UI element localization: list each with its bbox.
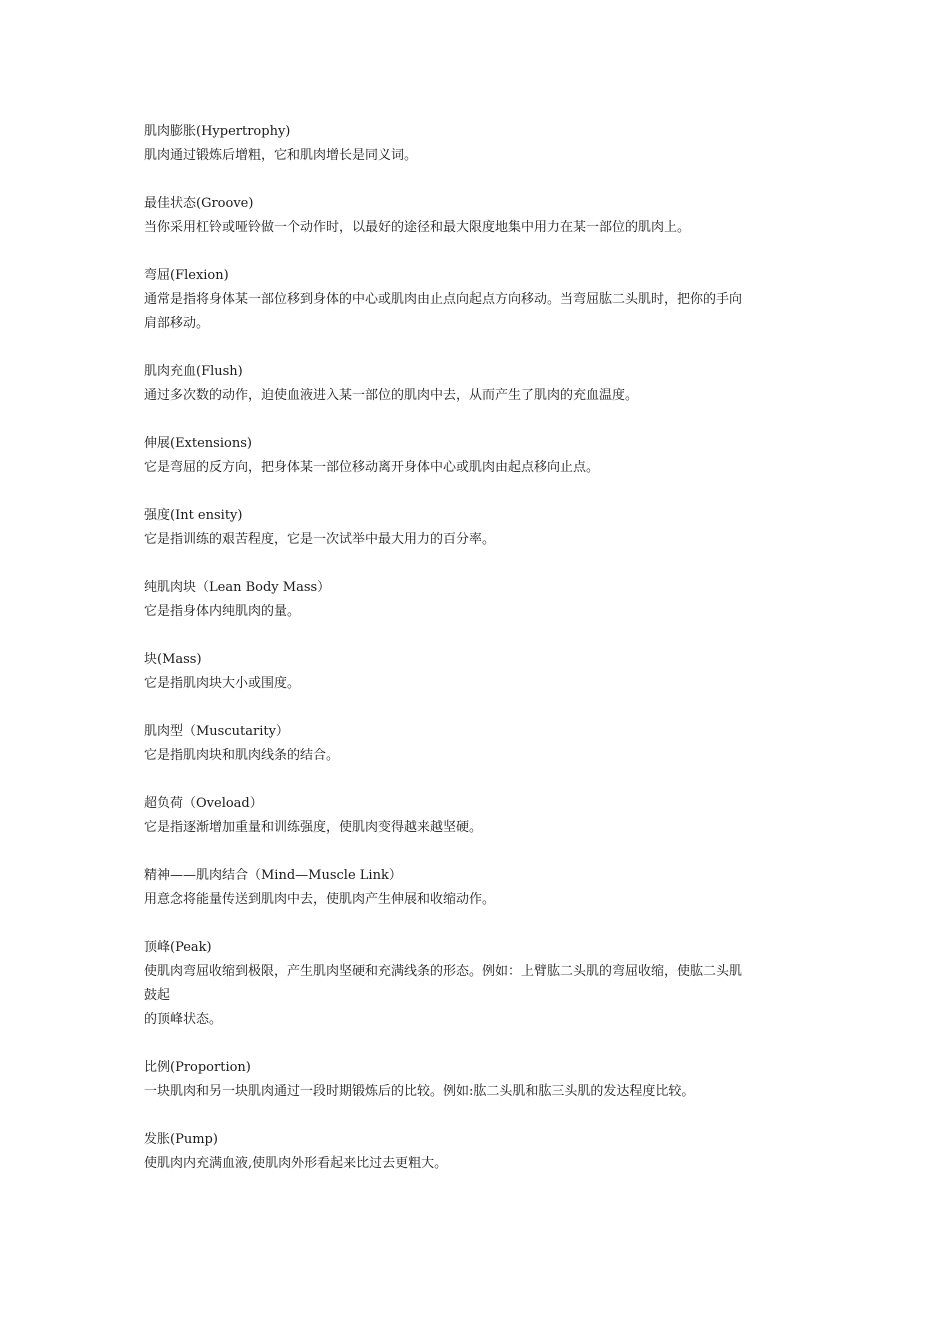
entry-term: 肌肉膨胀(Hypertrophy) [144, 124, 291, 139]
glossary-entry [144, 936, 814, 1032]
glossary-entry [144, 792, 814, 840]
entry-definition: 当你采用杠铃或哑铃做一个动作时，以最好的途径和最大限度地集中用力在某一部位的肌肉上。 [144, 220, 691, 235]
glossary-entry [144, 1128, 814, 1176]
glossary-page [144, 120, 814, 1200]
glossary-entry [144, 576, 814, 624]
entry-definition-continued: 的顶峰状态。 [144, 1012, 223, 1027]
glossary-entry [144, 648, 814, 696]
entry-term: 强度(Int ensity) [144, 508, 243, 523]
glossary-entry [144, 360, 814, 408]
entry-definition: 一块肌肉和另一块肌肉通过一段时期锻炼后的比较。例如:肱二头肌和肱三头肌的发达程度比较。 [144, 1084, 695, 1099]
glossary-entry [144, 432, 814, 480]
entry-definition: 用意念将能量传送到肌肉中去，使肌肉产生伸展和收缩动作。 [144, 892, 496, 907]
entry-term: 弯屈(Flexion) [144, 268, 229, 283]
entry-term: 精神——肌肉结合（Mind—Muscle Link） [144, 868, 402, 883]
entry-term: 超负荷（Oveload） [144, 796, 263, 811]
glossary-entry [144, 720, 814, 768]
glossary-entry [144, 264, 814, 336]
entry-definition: 它是指训练的艰苦程度，它是一次试举中最大用力的百分率。 [144, 532, 496, 547]
entry-definition: 它是指肌肉块和肌肉线条的结合。 [144, 748, 340, 763]
entry-definition-continued: 鼓起 [144, 988, 171, 1003]
entry-term: 纯肌肉块（Lean Body Mass） [144, 580, 331, 595]
entry-term: 伸展(Extensions) [144, 436, 252, 451]
entry-term: 顶峰(Peak) [144, 940, 212, 955]
entry-term: 肌肉型（Muscutarity） [144, 724, 289, 739]
entry-definition-continued: 肩部移动。 [144, 316, 210, 331]
glossary-entry [144, 1056, 814, 1104]
entry-definition: 肌肉通过锻炼后增粗，它和肌肉增长是同义词。 [144, 148, 418, 163]
entry-term: 最佳状态(Groove) [144, 196, 254, 211]
glossary-entry [144, 864, 814, 912]
entry-term: 发胀(Pump) [144, 1132, 218, 1147]
entry-definition: 通常是指将身体某一部位移到身体的中心或肌肉由止点向起点方向移动。当弯屈肱二头肌时，把你的手向 [144, 292, 743, 307]
entry-term: 块(Mass) [144, 652, 202, 667]
entry-definition: 通过多次数的动作，迫使血液进入某一部位的肌肉中去，从而产生了肌肉的充血温度。 [144, 388, 639, 403]
entry-definition: 它是指逐渐增加重量和训练强度，使肌肉变得越来越坚硬。 [144, 820, 483, 835]
glossary-entry [144, 504, 814, 552]
entry-definition: 它是弯屈的反方向，把身体某一部位移动离开身体中心或肌肉由起点移向止点。 [144, 460, 600, 475]
entry-definition: 使肌肉弯屈收缩到极限，产生肌肉坚硬和充满线条的形态。例如：上臂肱二头肌的弯屈收缩，使肱二头肌 [144, 964, 743, 979]
glossary-entry [144, 120, 814, 168]
entry-term: 比例(Proportion) [144, 1060, 251, 1075]
entry-definition: 它是指身体内纯肌肉的量。 [144, 604, 301, 619]
entry-definition: 使肌肉内充满血液,使肌肉外形看起来比过去更粗大。 [144, 1156, 448, 1171]
entry-term: 肌肉充血(Flush) [144, 364, 243, 379]
glossary-entry [144, 192, 814, 240]
entry-definition: 它是指肌肉块大小或围度。 [144, 676, 301, 691]
